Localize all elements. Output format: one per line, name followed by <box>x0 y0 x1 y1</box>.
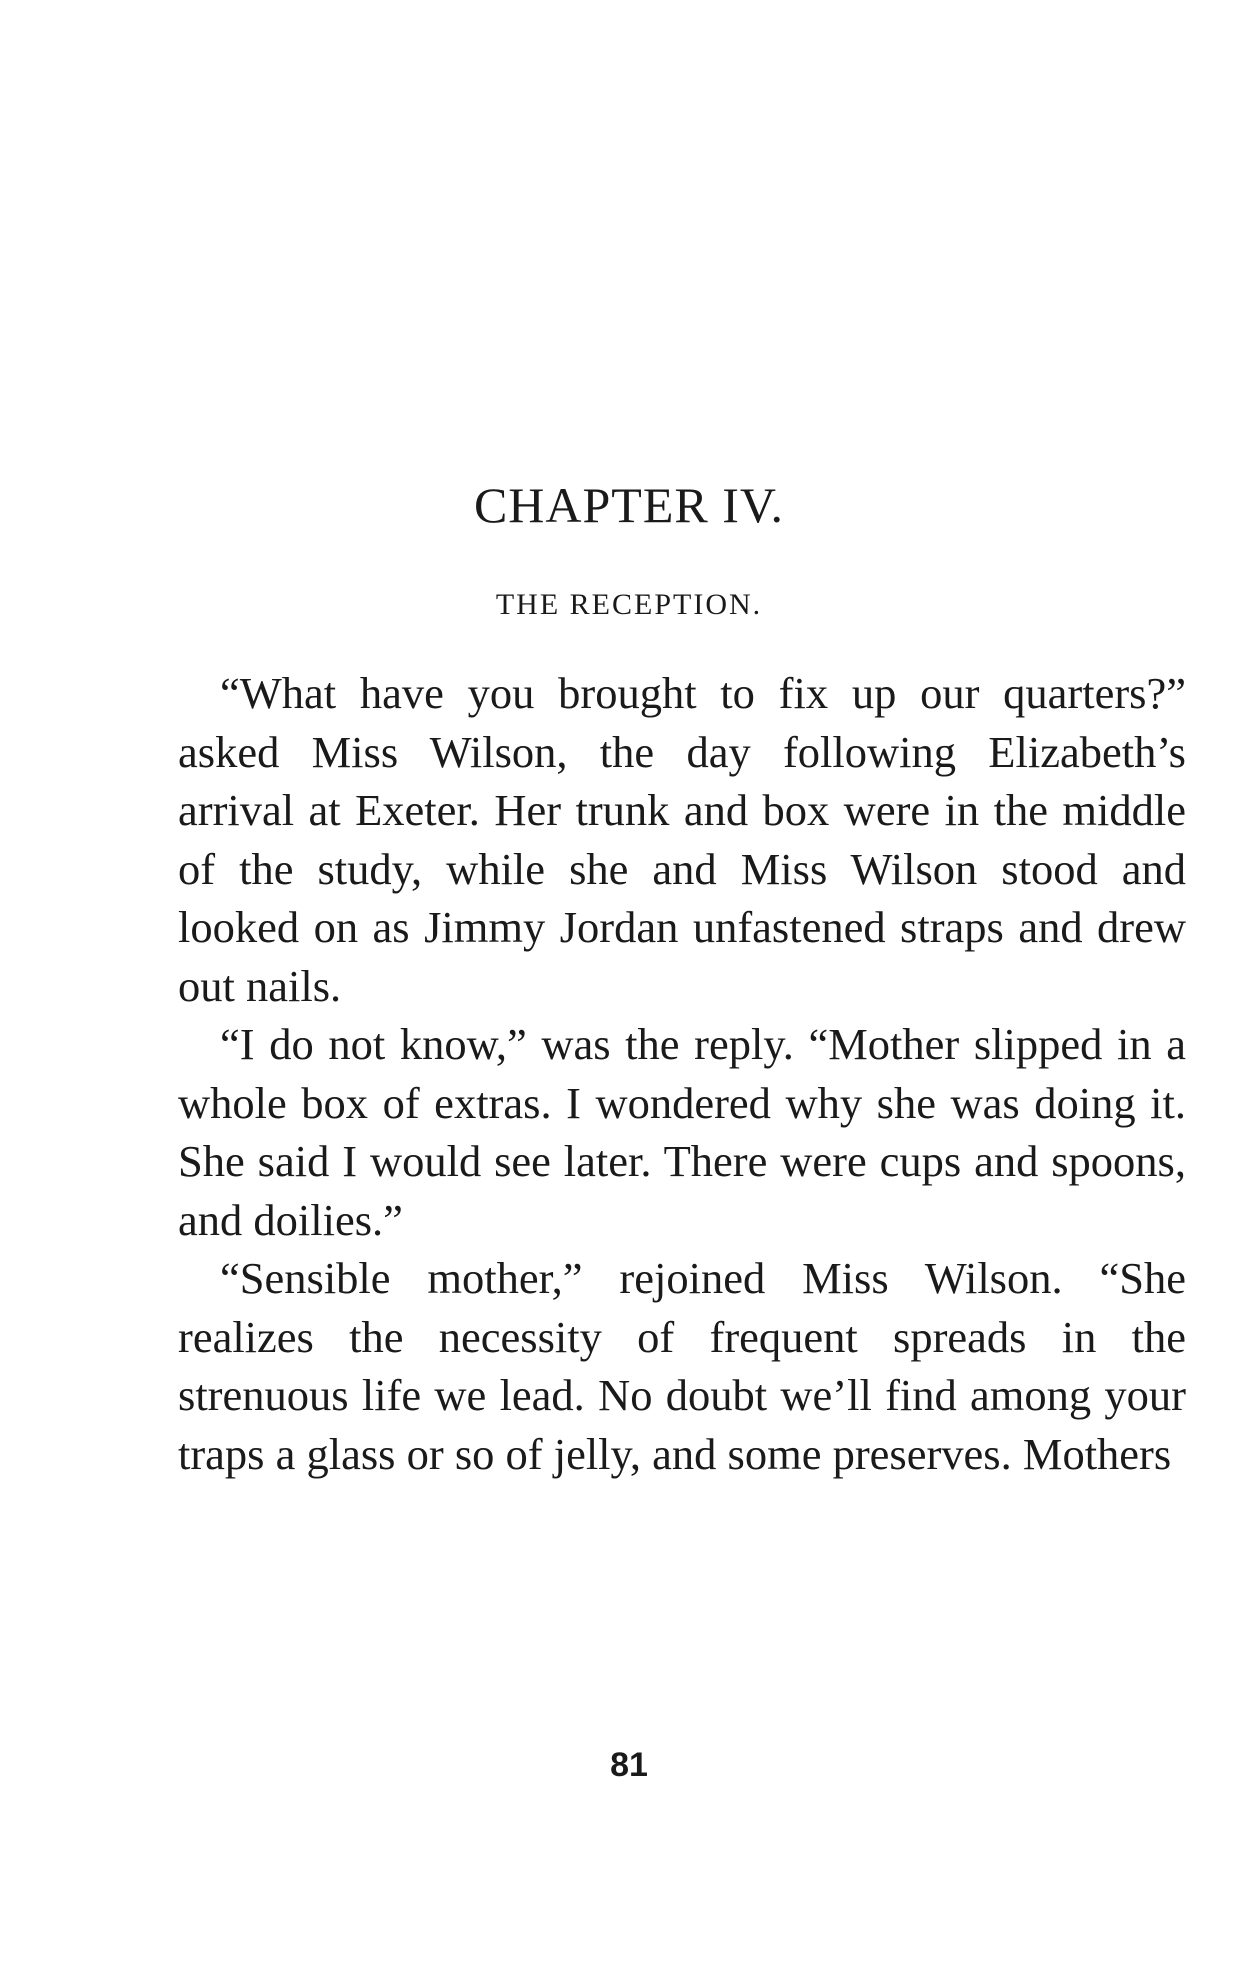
chapter-title: CHAPTER IV. <box>473 477 785 533</box>
paragraph: “I do not know,” was the reply. “Mother slipped in a whole box of extras. I wondered why she was doing it. She said I would see later. There were cups and spoons, and doilies.” <box>178 1019 1186 1245</box>
body-text <box>178 664 1186 1483</box>
page-number: 81 <box>610 1746 648 1784</box>
chapter-subtitle: THE RECEPTION. <box>495 588 763 621</box>
paragraph: “What have you brought to fix up our quarters?” asked Miss Wilson, the day following Elizabeth’s arrival at Exeter. Her trunk and box were in the middle of the study, while she and Miss Wilson stood and looked on as Jimmy Jordan unfastened straps and drew out nails. <box>178 668 1186 1011</box>
paragraph: “Sensible mother,” rejoined Miss Wilson. “She realizes the necessity of frequent spreads in the strenuous life we lead. No doubt we’ll find among your traps a glass or so of jelly, and some preserves. Mothers <box>178 1253 1186 1479</box>
